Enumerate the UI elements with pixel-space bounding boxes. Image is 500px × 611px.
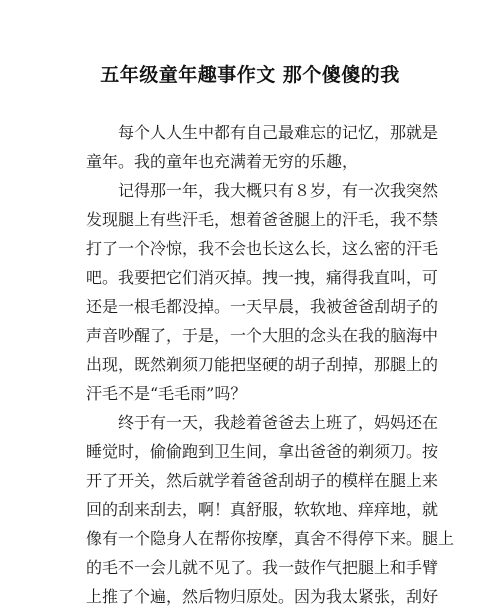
body-line: 打了一个冷惊，我不会也长这么长，这么密的汗毛 [86, 239, 439, 258]
body-line: 像有一个隐身人在帮你按摩，真舍不得停下来。腿上 [86, 529, 455, 548]
body-line: 睡觉时，偷偷跑到卫生间，拿出爸爸的剃须刀。按 [86, 442, 439, 461]
body-line: 的毛不一会儿就不见了。我一鼓作气把腿上和手臂 [86, 558, 439, 577]
body-line: 汗毛不是“毛毛雨”吗？ [86, 384, 247, 403]
body-line: 声音吵醒了，于是，一个大胆的念头在我的脑海中 [86, 326, 439, 345]
document-title: 五年级童年趣事作文 那个傻傻的我 [100, 64, 400, 86]
body-line: 开了开关，然后就学着爸爸刮胡子的模样在腿上来 [86, 471, 439, 490]
body-line: 终于有一天，我趁着爸爸去上班了，妈妈还在 [86, 413, 439, 432]
body-line: 吧。我要把它们消灭掉。拽一拽，痛得我直叫，可 [86, 268, 439, 287]
body-line: 还是一根毛都没掉。一天早晨，我被爸爸刮胡子的 [86, 297, 439, 316]
body-line: 发现腿上有些汗毛，想着爸爸腿上的汗毛，我不禁 [86, 210, 439, 229]
body-line: 童年。我的童年也充满着无穷的乐趣， [86, 152, 359, 171]
body-line: 记得那一年，我大概只有８岁，有一次我突然 [86, 181, 439, 200]
document-body [86, 118, 455, 611]
body-line: 回的刮来刮去，啊！真舒服，软软地、痒痒地，就 [86, 500, 439, 519]
body-line: 上推了个遍，然后物归原处。因为我太紧张，刮好 [86, 587, 439, 606]
body-line: 每个人人生中都有自己最难忘的记忆，那就是 [86, 123, 439, 142]
body-line: 出现，既然剃须刀能把坚硬的胡子刮掉，那腿上的 [86, 355, 439, 374]
